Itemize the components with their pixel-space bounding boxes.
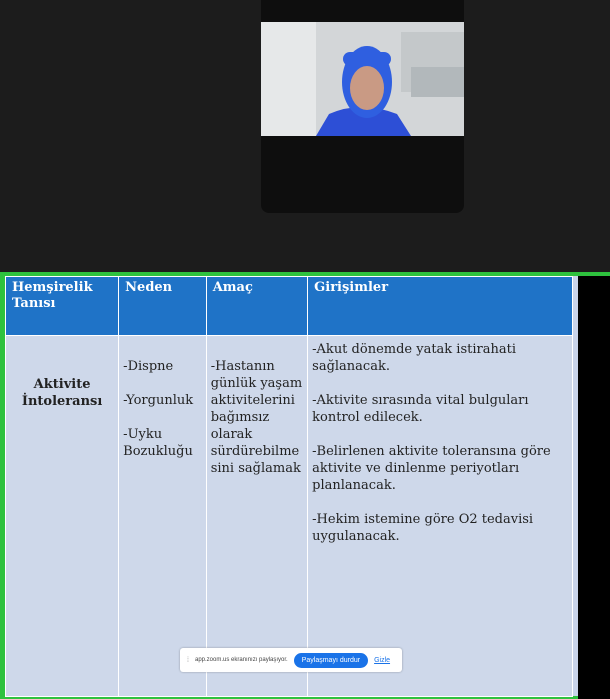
stop-sharing-button[interactable]: Paylaşmayı durdur [294,653,368,668]
reason-item: -Uyku Bozukluğu [123,427,193,459]
intervention-item: -Aktivite sırasında vital bulguları kontrol edilecek. [312,393,529,425]
reasons-cell [119,336,207,697]
aim-cell [206,336,307,697]
intervention-item: -Akut dönemde yatak istirahati sağlanacak. [312,342,516,374]
table-header-row [6,277,573,336]
interventions-cell [308,336,573,697]
column-header: Girişimler [308,277,573,336]
column-header: Amaç [206,277,307,336]
participant-video-image [261,22,464,136]
reason-item: -Dispne [123,359,174,374]
hide-link[interactable]: Gizle [374,656,391,664]
screen-share-notification [180,648,402,672]
diagnosis-cell [6,336,119,697]
intervention-item: -Hekim istemine göre O2 tedavisi uygulanacak. [312,512,534,544]
nursing-care-table [5,276,573,697]
column-header: Hemşirelik Tanısı [6,277,119,336]
aim-text: -Hastanın günlük yaşam aktivitelerini bağımsız olarak sürdürebilme sini sağlamak [210,359,303,476]
participant-video-feed [261,22,464,136]
intervention-item: -Belirlenen aktivite toleransına göre aktivite ve dinlenme periyotları planlanacak. [312,444,551,493]
table-row [6,336,573,697]
share-message: app.zoom.us ekranınızı paylaşıyor. [195,657,288,663]
diagnosis-text: Aktivite İntoleransı [21,377,103,409]
drag-handle-icon[interactable]: ⁞ [187,656,189,664]
column-header: Neden [119,277,207,336]
reason-item: -Yorgunluk [123,393,194,408]
